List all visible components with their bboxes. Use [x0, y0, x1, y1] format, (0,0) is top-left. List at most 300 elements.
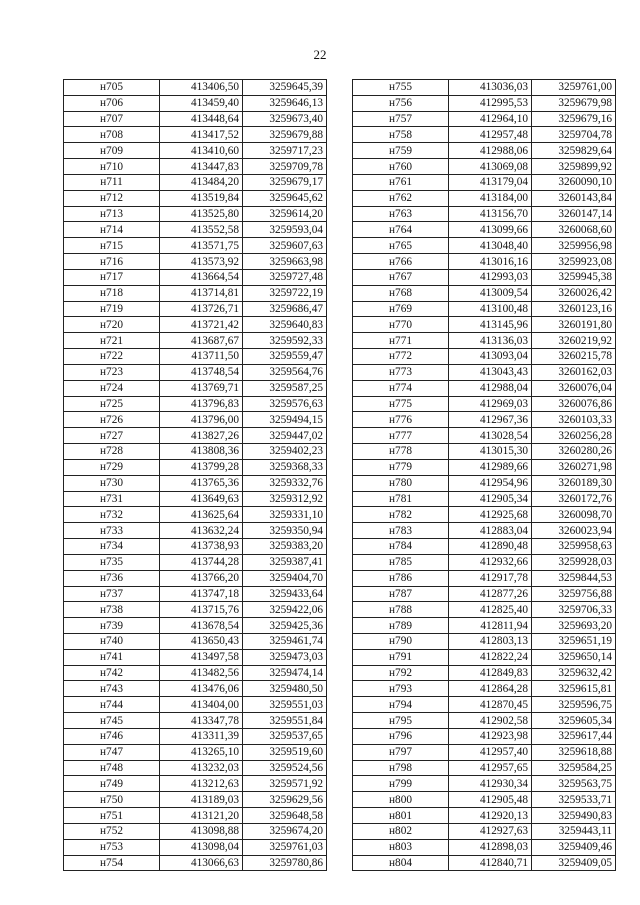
x-coordinate-cell: 412930,34 [449, 776, 532, 792]
table-row [64, 349, 327, 365]
y-coordinate-cell: 3259727,48 [243, 269, 327, 285]
y-coordinate-cell: 3259422,06 [243, 602, 327, 618]
y-coordinate-cell: 3259650,14 [532, 649, 616, 665]
point-id-cell: н802 [353, 823, 449, 839]
x-coordinate-cell: 412969,03 [449, 396, 532, 412]
x-coordinate-cell: 413099,66 [449, 222, 532, 238]
table-row [64, 602, 327, 618]
y-coordinate-cell: 3260090,10 [532, 174, 616, 190]
table-row [353, 159, 616, 175]
x-coordinate-cell: 413015,30 [449, 444, 532, 460]
table-row [353, 80, 616, 96]
point-id-cell: н782 [353, 507, 449, 523]
y-coordinate-cell: 3259559,47 [243, 349, 327, 365]
point-id-cell: н728 [64, 444, 160, 460]
table-row [64, 586, 327, 602]
table-row [64, 713, 327, 729]
page-number: 22 [313, 47, 327, 62]
point-id-cell: н784 [353, 539, 449, 555]
point-id-cell: н715 [64, 238, 160, 254]
y-coordinate-cell: 3259331,10 [243, 507, 327, 523]
table-row [353, 459, 616, 475]
x-coordinate-cell: 413687,67 [160, 333, 243, 349]
point-id-cell: н793 [353, 681, 449, 697]
point-id-cell: н740 [64, 633, 160, 649]
point-id-cell: н733 [64, 523, 160, 539]
table-row [353, 665, 616, 681]
table-row [64, 380, 327, 396]
x-coordinate-cell: 413100,48 [449, 301, 532, 317]
y-coordinate-cell: 3259461,74 [243, 633, 327, 649]
x-coordinate-cell: 413744,28 [160, 554, 243, 570]
x-coordinate-cell: 413799,28 [160, 459, 243, 475]
table-row [64, 728, 327, 744]
table-row [353, 317, 616, 333]
x-coordinate-cell: 413016,16 [449, 254, 532, 270]
point-id-cell: н721 [64, 333, 160, 349]
x-coordinate-cell: 412870,45 [449, 697, 532, 713]
y-coordinate-cell: 3259648,58 [243, 808, 327, 824]
y-coordinate-cell: 3259537,65 [243, 728, 327, 744]
x-coordinate-cell: 413048,40 [449, 238, 532, 254]
y-coordinate-cell: 3260023,94 [532, 523, 616, 539]
table-row [353, 808, 616, 824]
x-coordinate-cell: 413748,54 [160, 364, 243, 380]
y-coordinate-cell: 3259387,41 [243, 554, 327, 570]
y-coordinate-cell: 3260280,26 [532, 444, 616, 460]
point-id-cell: н741 [64, 649, 160, 665]
point-id-cell: н712 [64, 190, 160, 206]
x-coordinate-cell: 413715,76 [160, 602, 243, 618]
x-coordinate-cell: 412877,26 [449, 586, 532, 602]
table-row [64, 475, 327, 491]
table-row [64, 507, 327, 523]
table-row [353, 222, 616, 238]
point-id-cell: н765 [353, 238, 449, 254]
point-id-cell: н752 [64, 823, 160, 839]
table-row [64, 254, 327, 270]
table-row [353, 174, 616, 190]
point-id-cell: н767 [353, 269, 449, 285]
table-row [353, 618, 616, 634]
x-coordinate-cell: 413765,36 [160, 475, 243, 491]
y-coordinate-cell: 3259756,88 [532, 586, 616, 602]
table-row [353, 380, 616, 396]
x-coordinate-cell: 413098,04 [160, 839, 243, 855]
x-coordinate-cell: 413625,64 [160, 507, 243, 523]
point-id-cell: н791 [353, 649, 449, 665]
point-id-cell: н780 [353, 475, 449, 491]
point-id-cell: н734 [64, 539, 160, 555]
x-coordinate-cell: 412917,78 [449, 570, 532, 586]
x-coordinate-cell: 413796,00 [160, 412, 243, 428]
point-id-cell: н742 [64, 665, 160, 681]
point-id-cell: н747 [64, 744, 160, 760]
x-coordinate-cell: 413721,42 [160, 317, 243, 333]
table-row [64, 665, 327, 681]
point-id-cell: н719 [64, 301, 160, 317]
y-coordinate-cell: 3259409,05 [532, 855, 616, 871]
y-coordinate-cell: 3259533,71 [532, 792, 616, 808]
point-id-cell: н792 [353, 665, 449, 681]
x-coordinate-cell: 413552,58 [160, 222, 243, 238]
point-id-cell: н723 [64, 364, 160, 380]
point-id-cell: н772 [353, 349, 449, 365]
y-coordinate-cell: 3259722,19 [243, 285, 327, 301]
x-coordinate-cell: 413028,54 [449, 428, 532, 444]
y-coordinate-cell: 3259447,02 [243, 428, 327, 444]
y-coordinate-cell: 3260162,03 [532, 364, 616, 380]
x-coordinate-cell: 412932,66 [449, 554, 532, 570]
y-coordinate-cell: 3259645,39 [243, 80, 327, 96]
x-coordinate-cell: 412954,96 [449, 475, 532, 491]
y-coordinate-cell: 3259404,70 [243, 570, 327, 586]
table-row [64, 174, 327, 190]
y-coordinate-cell: 3259761,00 [532, 80, 616, 96]
x-coordinate-cell: 412988,04 [449, 380, 532, 396]
point-id-cell: н761 [353, 174, 449, 190]
y-coordinate-cell: 3259564,76 [243, 364, 327, 380]
x-coordinate-cell: 413632,24 [160, 523, 243, 539]
point-id-cell: н786 [353, 570, 449, 586]
y-coordinate-cell: 3259433,64 [243, 586, 327, 602]
y-coordinate-cell: 3260026,42 [532, 285, 616, 301]
y-coordinate-cell: 3259480,50 [243, 681, 327, 697]
point-id-cell: н798 [353, 760, 449, 776]
x-coordinate-cell: 412898,03 [449, 839, 532, 855]
table-row [353, 633, 616, 649]
y-coordinate-cell: 3259956,98 [532, 238, 616, 254]
table-row [353, 792, 616, 808]
point-id-cell: н751 [64, 808, 160, 824]
x-coordinate-cell: 413156,70 [449, 206, 532, 222]
point-id-cell: н738 [64, 602, 160, 618]
point-id-cell: н731 [64, 491, 160, 507]
table-row [64, 333, 327, 349]
table-row [64, 649, 327, 665]
table-row [64, 839, 327, 855]
y-coordinate-cell: 3259551,84 [243, 713, 327, 729]
table-row [353, 491, 616, 507]
y-coordinate-cell: 3260103,33 [532, 412, 616, 428]
x-coordinate-cell: 413650,43 [160, 633, 243, 649]
table-row [64, 459, 327, 475]
y-coordinate-cell: 3259693,20 [532, 618, 616, 634]
y-coordinate-cell: 3259844,53 [532, 570, 616, 586]
point-id-cell: н706 [64, 95, 160, 111]
point-id-cell: н730 [64, 475, 160, 491]
point-id-cell: н775 [353, 396, 449, 412]
y-coordinate-cell: 3259443,11 [532, 823, 616, 839]
table-row [353, 539, 616, 555]
x-coordinate-cell: 412957,40 [449, 744, 532, 760]
point-id-cell: н722 [64, 349, 160, 365]
x-coordinate-cell: 413189,03 [160, 792, 243, 808]
y-coordinate-cell: 3259425,36 [243, 618, 327, 634]
y-coordinate-cell: 3259519,60 [243, 744, 327, 760]
table-row [353, 349, 616, 365]
x-coordinate-cell: 413410,60 [160, 143, 243, 159]
x-coordinate-cell: 413476,06 [160, 681, 243, 697]
point-id-cell: н744 [64, 697, 160, 713]
table-row [353, 523, 616, 539]
y-coordinate-cell: 3260098,70 [532, 507, 616, 523]
x-coordinate-cell: 413184,00 [449, 190, 532, 206]
y-coordinate-cell: 3259899,92 [532, 159, 616, 175]
point-id-cell: н716 [64, 254, 160, 270]
table-row [353, 839, 616, 855]
point-id-cell: н714 [64, 222, 160, 238]
point-id-cell: н711 [64, 174, 160, 190]
table-row [353, 412, 616, 428]
point-id-cell: н757 [353, 111, 449, 127]
x-coordinate-cell: 413066,63 [160, 855, 243, 871]
x-coordinate-cell: 413571,75 [160, 238, 243, 254]
table-row [64, 776, 327, 792]
y-coordinate-cell: 3259704,78 [532, 127, 616, 143]
x-coordinate-cell: 413009,54 [449, 285, 532, 301]
point-id-cell: н735 [64, 554, 160, 570]
y-coordinate-cell: 3259706,33 [532, 602, 616, 618]
point-id-cell: н726 [64, 412, 160, 428]
x-coordinate-cell: 412902,58 [449, 713, 532, 729]
point-id-cell: н804 [353, 855, 449, 871]
table-row [353, 713, 616, 729]
point-id-cell: н705 [64, 80, 160, 96]
y-coordinate-cell: 3259312,92 [243, 491, 327, 507]
table-row [64, 301, 327, 317]
y-coordinate-cell: 3259640,83 [243, 317, 327, 333]
table-row [353, 111, 616, 127]
table-row [64, 823, 327, 839]
x-coordinate-cell: 412957,65 [449, 760, 532, 776]
table-row [353, 254, 616, 270]
table-row [353, 760, 616, 776]
y-coordinate-cell: 3260271,98 [532, 459, 616, 475]
table-row [353, 570, 616, 586]
table-row [353, 586, 616, 602]
x-coordinate-cell: 413711,50 [160, 349, 243, 365]
point-id-cell: н749 [64, 776, 160, 792]
y-coordinate-cell: 3259618,88 [532, 744, 616, 760]
table-row [353, 127, 616, 143]
table-row [353, 190, 616, 206]
y-coordinate-cell: 3259761,03 [243, 839, 327, 855]
y-coordinate-cell: 3259617,44 [532, 728, 616, 744]
y-coordinate-cell: 3259494,15 [243, 412, 327, 428]
y-coordinate-cell: 3260076,04 [532, 380, 616, 396]
table-row [353, 602, 616, 618]
point-id-cell: н803 [353, 839, 449, 855]
x-coordinate-cell: 413497,58 [160, 649, 243, 665]
point-id-cell: н764 [353, 222, 449, 238]
y-coordinate-cell: 3260189,30 [532, 475, 616, 491]
x-coordinate-cell: 413519,84 [160, 190, 243, 206]
table-row [64, 111, 327, 127]
point-id-cell: н729 [64, 459, 160, 475]
table-row [64, 681, 327, 697]
table-row [64, 760, 327, 776]
table-row [353, 364, 616, 380]
x-coordinate-cell: 412927,63 [449, 823, 532, 839]
table-row [64, 238, 327, 254]
y-coordinate-cell: 3259490,83 [532, 808, 616, 824]
point-id-cell: н789 [353, 618, 449, 634]
point-id-cell: н707 [64, 111, 160, 127]
x-coordinate-cell: 413664,54 [160, 269, 243, 285]
table-row [353, 285, 616, 301]
x-coordinate-cell: 412822,24 [449, 649, 532, 665]
table-row [64, 285, 327, 301]
x-coordinate-cell: 413714,81 [160, 285, 243, 301]
x-coordinate-cell: 412890,48 [449, 539, 532, 555]
x-coordinate-cell: 413311,39 [160, 728, 243, 744]
x-coordinate-cell: 413738,93 [160, 539, 243, 555]
x-coordinate-cell: 412905,48 [449, 792, 532, 808]
y-coordinate-cell: 3259709,78 [243, 159, 327, 175]
x-coordinate-cell: 413573,92 [160, 254, 243, 270]
table-row [353, 396, 616, 412]
table-row [64, 444, 327, 460]
table-row [64, 222, 327, 238]
y-coordinate-cell: 3260076,86 [532, 396, 616, 412]
table-row [64, 491, 327, 507]
x-coordinate-cell: 413069,08 [449, 159, 532, 175]
point-id-cell: н770 [353, 317, 449, 333]
point-id-cell: н776 [353, 412, 449, 428]
point-id-cell: н768 [353, 285, 449, 301]
y-coordinate-cell: 3259928,03 [532, 554, 616, 570]
table-row [353, 823, 616, 839]
y-coordinate-cell: 3259646,13 [243, 95, 327, 111]
y-coordinate-cell: 3259780,86 [243, 855, 327, 871]
y-coordinate-cell: 3259679,98 [532, 95, 616, 111]
x-coordinate-cell: 413406,50 [160, 80, 243, 96]
x-coordinate-cell: 413232,03 [160, 760, 243, 776]
y-coordinate-cell: 3259524,56 [243, 760, 327, 776]
y-coordinate-cell: 3259332,76 [243, 475, 327, 491]
table-row [353, 697, 616, 713]
table-row [353, 507, 616, 523]
y-coordinate-cell: 3259473,03 [243, 649, 327, 665]
x-coordinate-cell: 413347,78 [160, 713, 243, 729]
point-id-cell: н737 [64, 586, 160, 602]
y-coordinate-cell: 3259409,46 [532, 839, 616, 855]
x-coordinate-cell: 412840,71 [449, 855, 532, 871]
table-row [64, 190, 327, 206]
table-row [64, 618, 327, 634]
point-id-cell: н794 [353, 697, 449, 713]
y-coordinate-cell: 3259383,20 [243, 539, 327, 555]
x-coordinate-cell: 412905,34 [449, 491, 532, 507]
table-row [353, 95, 616, 111]
point-id-cell: н763 [353, 206, 449, 222]
y-coordinate-cell: 3259563,75 [532, 776, 616, 792]
x-coordinate-cell: 413459,40 [160, 95, 243, 111]
point-id-cell: н710 [64, 159, 160, 175]
point-id-cell: н736 [64, 570, 160, 586]
point-id-cell: н774 [353, 380, 449, 396]
table-row [64, 855, 327, 871]
point-id-cell: н785 [353, 554, 449, 570]
x-coordinate-cell: 413448,64 [160, 111, 243, 127]
table-row [64, 143, 327, 159]
point-id-cell: н709 [64, 143, 160, 159]
table-row [64, 633, 327, 649]
x-coordinate-cell: 413417,52 [160, 127, 243, 143]
y-coordinate-cell: 3260123,16 [532, 301, 616, 317]
point-id-cell: н727 [64, 428, 160, 444]
y-coordinate-cell: 3260215,78 [532, 349, 616, 365]
table-row [64, 396, 327, 412]
x-coordinate-cell: 412864,28 [449, 681, 532, 697]
point-id-cell: н760 [353, 159, 449, 175]
table-row [64, 554, 327, 570]
point-id-cell: н796 [353, 728, 449, 744]
y-coordinate-cell: 3259945,38 [532, 269, 616, 285]
x-coordinate-cell: 413769,71 [160, 380, 243, 396]
y-coordinate-cell: 3259958,63 [532, 539, 616, 555]
table-row [353, 143, 616, 159]
y-coordinate-cell: 3259607,63 [243, 238, 327, 254]
y-coordinate-cell: 3259368,33 [243, 459, 327, 475]
y-coordinate-cell: 3259350,94 [243, 523, 327, 539]
x-coordinate-cell: 412967,36 [449, 412, 532, 428]
y-coordinate-cell: 3260068,60 [532, 222, 616, 238]
y-coordinate-cell: 3259593,04 [243, 222, 327, 238]
coordinates-table-right [352, 79, 616, 871]
x-coordinate-cell: 412989,66 [449, 459, 532, 475]
x-coordinate-cell: 413136,03 [449, 333, 532, 349]
point-id-cell: н753 [64, 839, 160, 855]
table-row [64, 159, 327, 175]
x-coordinate-cell: 413098,88 [160, 823, 243, 839]
x-coordinate-cell: 412825,40 [449, 602, 532, 618]
table-row [64, 127, 327, 143]
y-coordinate-cell: 3260172,76 [532, 491, 616, 507]
table-row [353, 333, 616, 349]
x-coordinate-cell: 413726,71 [160, 301, 243, 317]
table-row [353, 269, 616, 285]
point-id-cell: н713 [64, 206, 160, 222]
table-row [353, 776, 616, 792]
y-coordinate-cell: 3259651,19 [532, 633, 616, 649]
point-id-cell: н732 [64, 507, 160, 523]
table-row [353, 475, 616, 491]
table-row [353, 301, 616, 317]
table-row [353, 444, 616, 460]
y-coordinate-cell: 3259402,23 [243, 444, 327, 460]
y-coordinate-cell: 3259629,56 [243, 792, 327, 808]
y-coordinate-cell: 3259596,75 [532, 697, 616, 713]
point-id-cell: н773 [353, 364, 449, 380]
y-coordinate-cell: 3259674,20 [243, 823, 327, 839]
table-row [353, 681, 616, 697]
x-coordinate-cell: 412849,83 [449, 665, 532, 681]
table-row [353, 206, 616, 222]
x-coordinate-cell: 412957,48 [449, 127, 532, 143]
x-coordinate-cell: 412883,04 [449, 523, 532, 539]
x-coordinate-cell: 412920,13 [449, 808, 532, 824]
x-coordinate-cell: 413678,54 [160, 618, 243, 634]
point-id-cell: н755 [353, 80, 449, 96]
table-row [353, 428, 616, 444]
y-coordinate-cell: 3259923,08 [532, 254, 616, 270]
y-coordinate-cell: 3260191,80 [532, 317, 616, 333]
x-coordinate-cell: 413484,20 [160, 174, 243, 190]
x-coordinate-cell: 413093,04 [449, 349, 532, 365]
point-id-cell: н725 [64, 396, 160, 412]
